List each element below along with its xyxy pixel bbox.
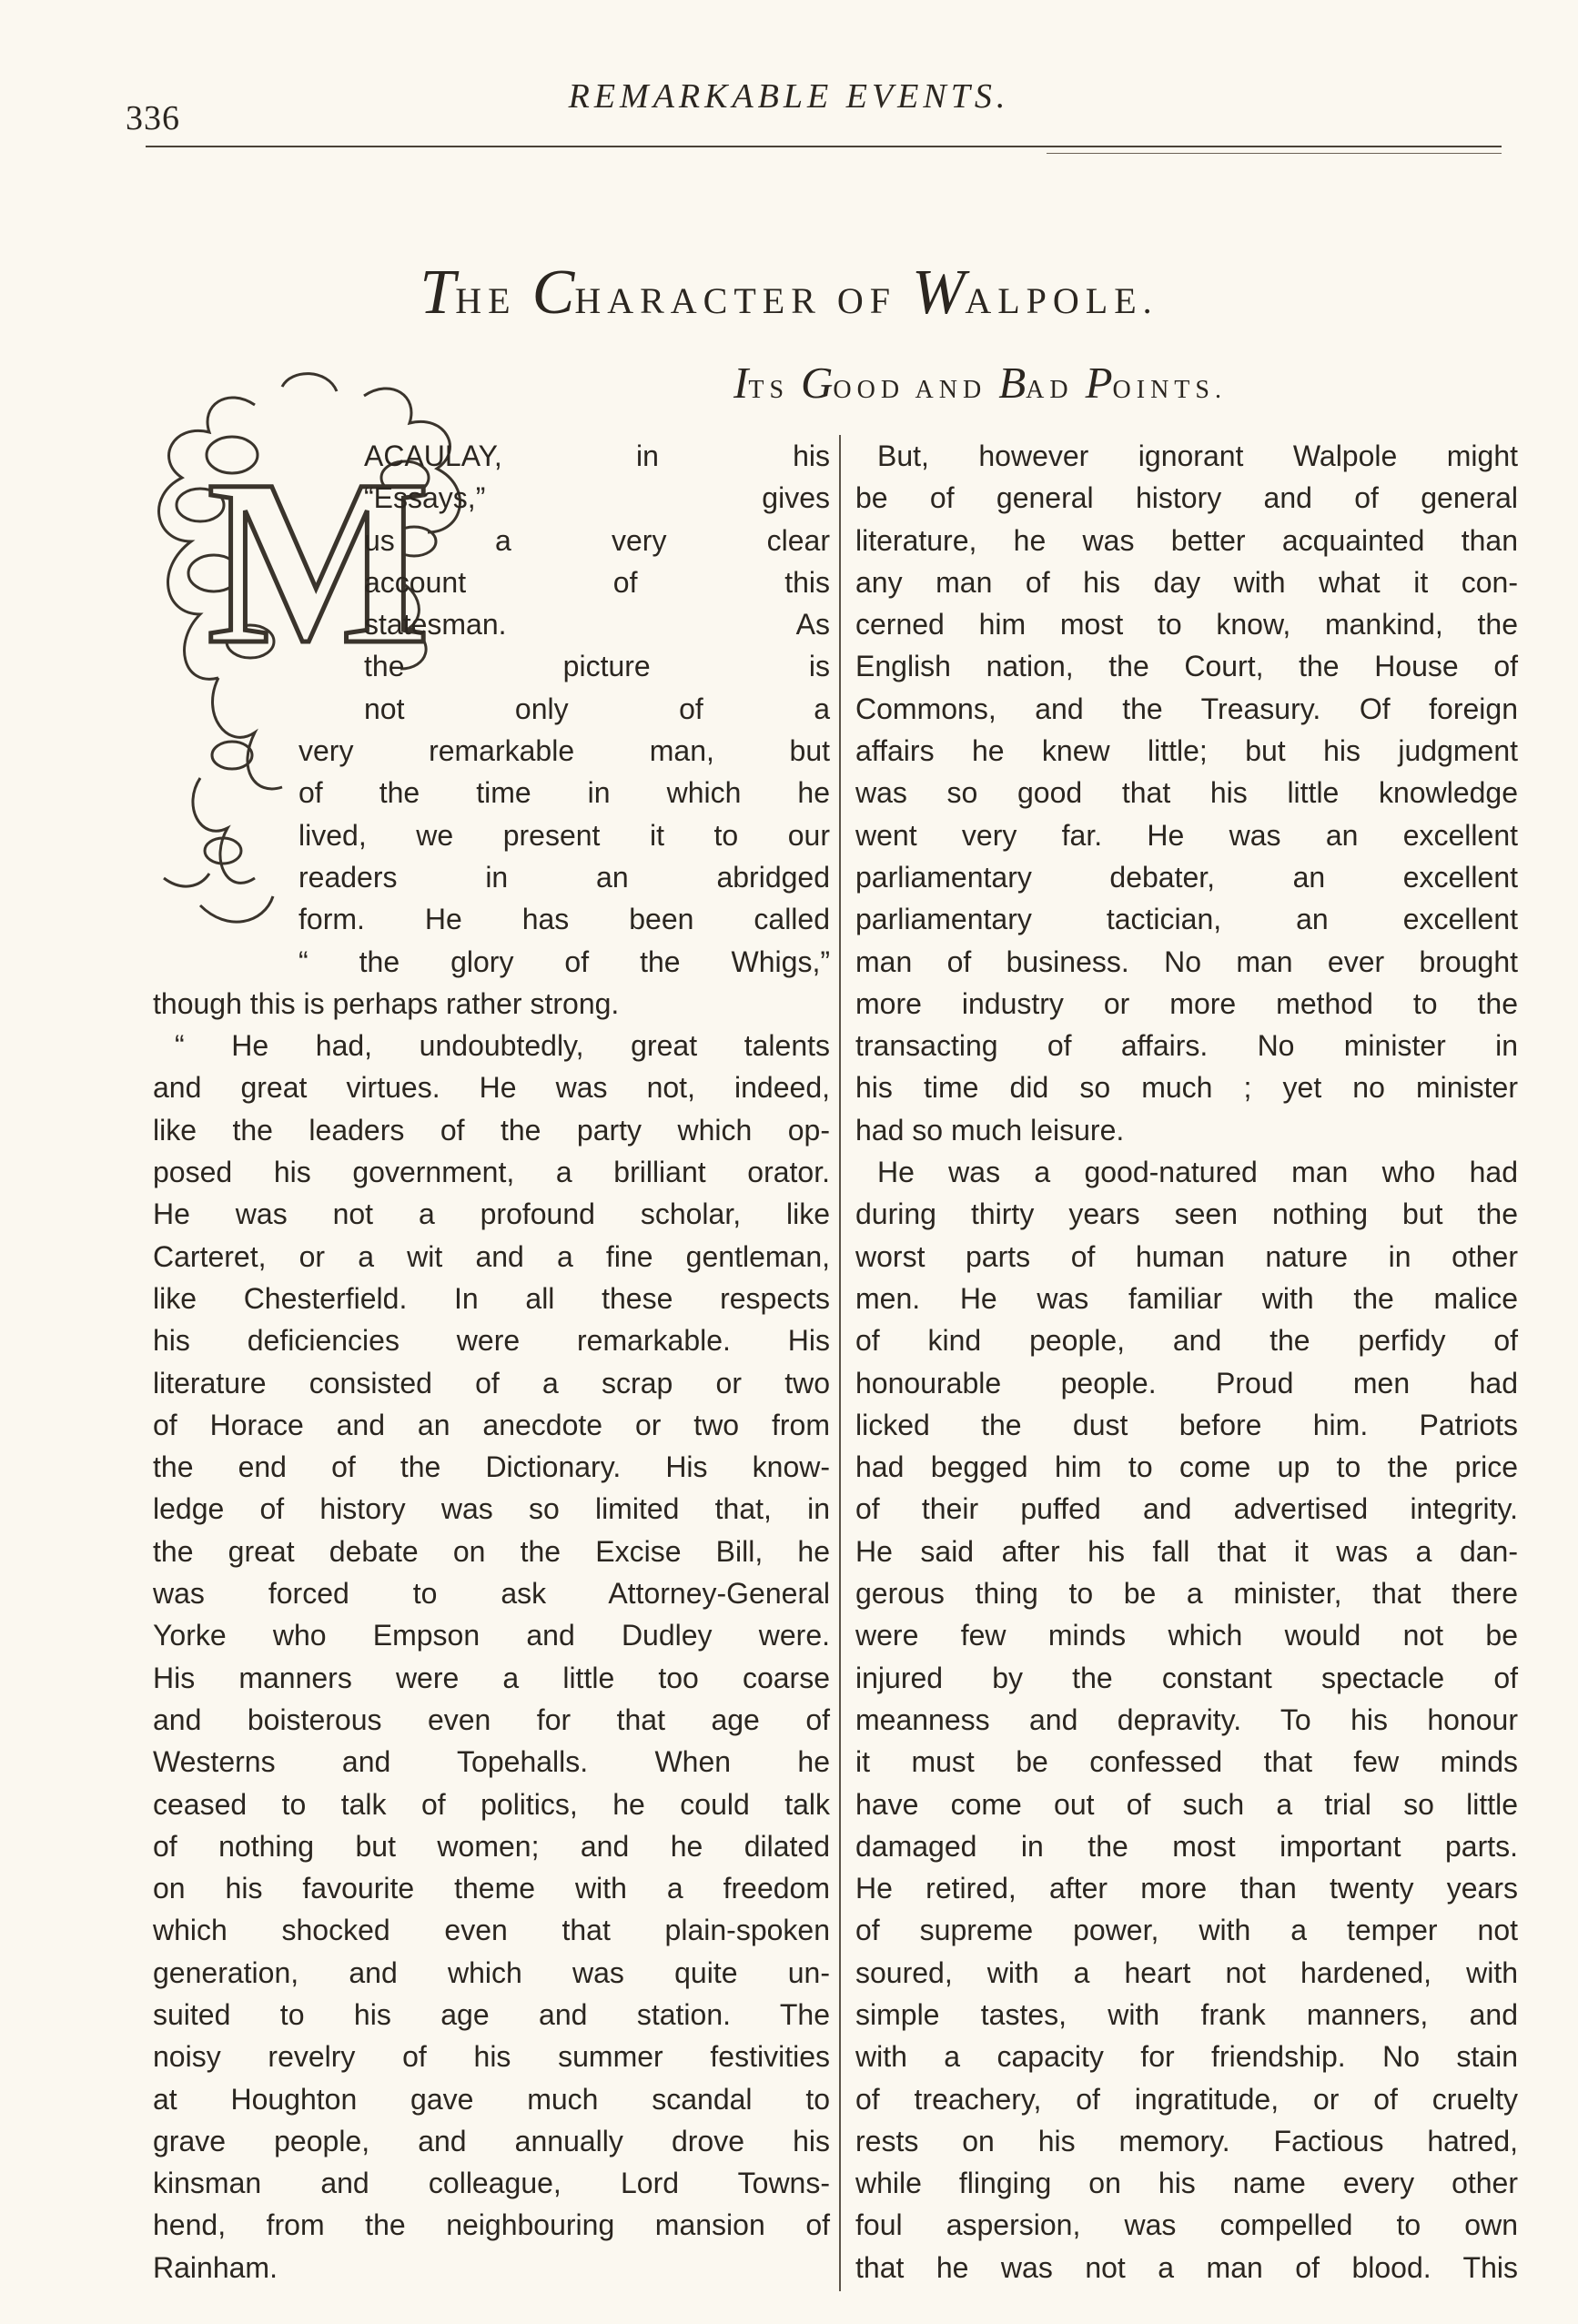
- text-line: damaged in the most important parts.: [855, 1829, 1518, 1863]
- header-rule-secondary: [1047, 153, 1502, 154]
- text-line: “ the glory of the Whigs,”: [298, 945, 830, 978]
- text-line: literature, he was better acquainted than: [855, 523, 1518, 557]
- text-line: it must be confessed that few minds: [855, 1745, 1518, 1779]
- text-line: worst parts of human nature in other: [855, 1239, 1518, 1273]
- subtitle-word-oints: OINTS.: [1112, 376, 1227, 404]
- text-line: that he was not a man of blood. This: [855, 2250, 1518, 2284]
- text-line: be of general history and of general: [855, 481, 1518, 515]
- text-line: literature consisted of a scrap or two: [153, 1366, 830, 1399]
- text-line: gerous thing to be a minister, that there: [855, 1577, 1518, 1611]
- text-line: hend, from the neighbouring mansion of: [153, 2208, 830, 2242]
- text-line: though this is perhaps rather strong.: [153, 986, 620, 1020]
- text-line: Westerns and Topehalls. When he: [153, 1745, 830, 1779]
- left-column: [153, 435, 830, 2289]
- text-line: the end of the Dictionary. His know-: [153, 1450, 830, 1484]
- text-line: English nation, the Court, the House of: [855, 650, 1518, 683]
- text-line: Yorke who Empson and Dudley were.: [153, 1619, 830, 1652]
- article-title: [0, 257, 1578, 329]
- text-line: parliamentary debater, an excellent: [855, 860, 1518, 894]
- text-line: statesman. As: [364, 608, 830, 642]
- text-line: man of business. No man ever brought: [855, 945, 1518, 978]
- text-line: foul aspersion, was compelled to own: [855, 2208, 1518, 2242]
- text-line: cerned him most to know, mankind, the: [855, 608, 1518, 642]
- text-line: us a very clear: [364, 523, 830, 557]
- text-line: men. He was familiar with the malice: [855, 1281, 1518, 1315]
- text-line: He said after his fall that it was a dan-: [855, 1534, 1518, 1568]
- text-line: went very far. He was an excellent: [855, 818, 1518, 852]
- column-divider: [839, 435, 841, 2291]
- text-line: of kind people, and the perfidy of: [855, 1324, 1518, 1358]
- text-line: was forced to ask Attorney-General: [153, 1577, 830, 1611]
- initial-letter: M: [207, 431, 430, 693]
- text-line: at Houghton gave much scandal to: [153, 2082, 830, 2116]
- text-line: Carteret, or a wit and a fine gentleman,: [153, 1239, 830, 1273]
- text-line: on his favourite theme with a freedom: [153, 1872, 830, 1905]
- text-line: and great virtues. He was not, indeed,: [153, 1071, 830, 1105]
- text-line: and boisterous even for that age of: [153, 1703, 830, 1736]
- text-line: which shocked even that plain-spoken: [153, 1914, 830, 1947]
- text-line: parliamentary tactician, an excellent: [855, 903, 1518, 936]
- text-line: transacting of affairs. No minister in: [855, 1029, 1518, 1063]
- text-line: simple tastes, with frank manners, and: [855, 1997, 1518, 2031]
- text-line: ceased to talk of politics, he could talk: [153, 1787, 830, 1821]
- text-line: his deficiencies were remarkable. His: [153, 1324, 830, 1358]
- text-line: generation, and which was quite un-: [153, 1955, 830, 1989]
- subtitle-word-ad: AD: [1026, 376, 1086, 404]
- subtitle-word-ood-and: OOD AND: [833, 376, 999, 404]
- subtitle-cap-b: B: [998, 358, 1027, 408]
- text-line: He retired, after more than twenty years: [855, 1872, 1518, 1905]
- text-line: But, however ignorant Walpole might: [877, 440, 1518, 472]
- text-line: of their puffed and advertised integrity.: [855, 1492, 1518, 1526]
- text-line: affairs he knew little; but his judgment: [855, 734, 1518, 768]
- text-line: Rainham.: [153, 2250, 278, 2284]
- text-line: the picture is: [364, 650, 830, 683]
- text-line: honourable people. Proud men had: [855, 1366, 1518, 1399]
- text-line: licked the dust before him. Patriots: [855, 1408, 1518, 1441]
- text-line: while flinging on his name every other: [855, 2167, 1518, 2200]
- text-line: was so good that his little knowledge: [855, 776, 1518, 810]
- text-line: form. He has been called: [298, 903, 830, 936]
- text-line: grave people, and annually drove his: [153, 2124, 830, 2157]
- text-line: “ He had, undoubtedly, great talents: [175, 1029, 830, 1063]
- text-line: suited to his age and station. The: [153, 1997, 830, 2031]
- text-line: very remarkable man, but: [298, 734, 830, 768]
- text-line: of the time in which he: [298, 776, 830, 810]
- header-rule: [146, 146, 1502, 147]
- text-line: soured, with a heart not hardened, with: [855, 1955, 1518, 1989]
- text-line: the great debate on the Excise Bill, he: [153, 1534, 830, 1568]
- title-cap-c: C: [531, 258, 575, 328]
- text-line: ledge of history was so limited that, in: [153, 1492, 830, 1526]
- text-line: meanness and depravity. To his honour: [855, 1703, 1518, 1736]
- title-cap-t: T: [420, 258, 456, 328]
- running-title: REMARKABLE EVENTS.: [568, 77, 1010, 116]
- title-cap-w: W: [912, 258, 966, 328]
- text-line: lived, we present it to our: [298, 818, 830, 852]
- text-line: kinsman and colleague, Lord Towns-: [153, 2167, 830, 2200]
- text-line: had begged him to come up to the price: [855, 1450, 1518, 1484]
- right-column: [855, 435, 1518, 2289]
- text-line: his time did so much ; yet no minister: [855, 1071, 1518, 1105]
- text-line: have come out of such a trial so little: [855, 1787, 1518, 1821]
- text-line: rests on his memory. Factious hatred,: [855, 2124, 1518, 2157]
- text-line: were few minds which would not be: [855, 1619, 1518, 1652]
- text-line: of treachery, of ingratitude, or of cruelty: [855, 2082, 1518, 2116]
- title-word-haracter: HARACTER OF: [574, 280, 913, 321]
- text-line: ACAULAY, in his: [364, 440, 830, 472]
- title-word-alpole: ALPOLE.: [965, 280, 1158, 321]
- text-line: Commons, and the Treasury. Of foreign: [855, 692, 1518, 725]
- text-line: He was not a profound scholar, like: [153, 1197, 830, 1231]
- title-word-he: HE: [455, 280, 532, 321]
- text-line: more industry or more method to the: [855, 986, 1518, 1020]
- text-line: His manners were a little too coarse: [153, 1661, 830, 1694]
- subtitle-cap-i: I: [733, 358, 749, 408]
- text-line: during thirty years seen nothing but the: [855, 1197, 1518, 1231]
- text-line: of nothing but women; and he dilated: [153, 1829, 830, 1863]
- text-line: noisy revelry of his summer festivities: [153, 2040, 830, 2074]
- text-line: readers in an abridged: [298, 860, 830, 894]
- subtitle-word-ts: TS: [748, 376, 802, 404]
- subtitle-cap-g: G: [801, 358, 834, 408]
- text-line: like Chesterfield. In all these respects: [153, 1281, 830, 1315]
- text-line: “Essays,” gives: [364, 481, 830, 515]
- text-line: any man of his day with what it con-: [855, 565, 1518, 599]
- text-line: with a capacity for friendship. No stain: [855, 2040, 1518, 2074]
- page-number: 336: [126, 99, 180, 137]
- text-line: of Horace and an anecdote or two from: [153, 1408, 830, 1441]
- text-line: of supreme power, with a temper not: [855, 1914, 1518, 1947]
- text-line: not only of a: [364, 692, 830, 725]
- text-line: like the leaders of the party which op-: [153, 1113, 830, 1147]
- text-line: account of this: [364, 565, 830, 599]
- text-line: posed his government, a brilliant orator.: [153, 1156, 830, 1189]
- text-line: He was a good-natured man who had: [877, 1156, 1518, 1189]
- subtitle-cap-p: P: [1085, 358, 1113, 408]
- text-line: injured by the constant spectacle of: [855, 1661, 1518, 1694]
- text-line: had so much leisure.: [855, 1113, 1125, 1147]
